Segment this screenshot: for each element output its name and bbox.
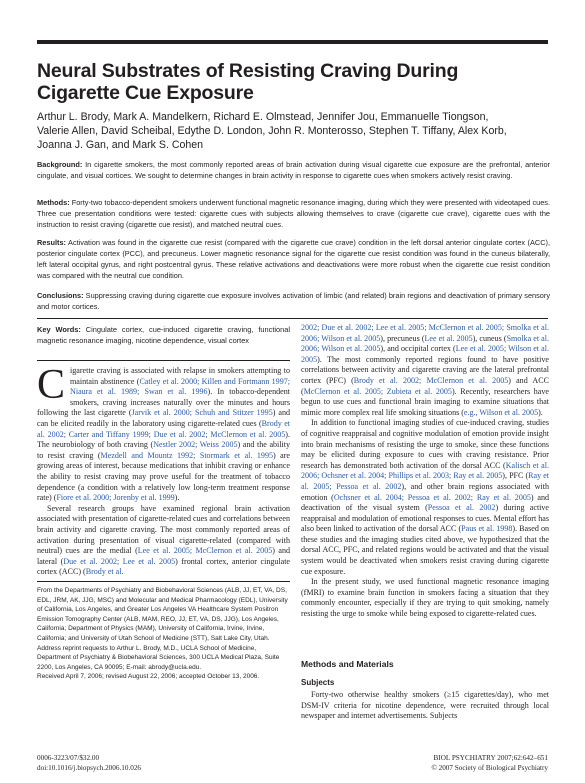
- body-text: ) frontal cortex, anterior cingulate cortex (ACC) (: [37, 556, 290, 577]
- background-label: Background:: [37, 160, 83, 169]
- address-note: Address reprint requests to Arthur L. Brody, M.D., UCLA School of Medicine, Department of Psychiatry & Biobehavioral Sciences, 300 UCLA Medical Plaza, Suite 2200, Los Angeles, CA 90095; E-mail: abrody@ucla.edu.: [37, 644, 280, 671]
- reference-link[interactable]: Smolka et al. 2006; Wilson et al. 2005: [301, 333, 549, 354]
- body-text: ) are growing areas of interest, because medications that inhibit craving or enhance the ability to resist craving may prove useful for the treatment of tobacco dependence (a condition with a relatively low long-term treatment response rate) (: [37, 450, 290, 503]
- reference-link[interactable]: Kalisch et al. 2006; Ochsner et al. 2004; Phillips et al. 2003; Ray et al. 2005: [301, 460, 549, 481]
- article-title: [37, 60, 548, 104]
- body-paragraph: [37, 504, 290, 578]
- authors-line: Valerie Allen, David Scheibal, Edythe D. London, John R. Monterosso, Stephen T. Tiffany, Alex Korb,: [37, 125, 507, 137]
- drop-cap: C: [37, 362, 66, 408]
- body-text: ), precuneus (: [380, 333, 425, 343]
- reference-link[interactable]: Ochsner et al. 2004; Pessoa et al. 2002; Ray et al. 2005: [333, 492, 531, 502]
- body-text: ), PFC (: [502, 471, 529, 481]
- body-text: ) and ACC (: [301, 375, 549, 396]
- author-list: [37, 110, 552, 152]
- abstract-background: [37, 159, 550, 181]
- keywords-label: Key Words:: [37, 325, 81, 334]
- reference-link[interactable]: Mezdell and Mountz 1992; Stormark et al. 1995: [100, 450, 273, 460]
- reference-link[interactable]: Nestler 2002; Weiss 2005: [153, 440, 238, 450]
- footer-left: [37, 754, 141, 773]
- body-text: ), and occipital cortex (: [380, 344, 456, 354]
- top-rule: [37, 40, 548, 44]
- background-text: In cigarette smokers, the most commonly reported areas of brain activation during visual cigarette cue exposure are the prefrontal, anterior cingulate, and visual cortices. We sought to determine changes in brain activity in response to cigarette cues when smokers actively resist craving.: [37, 160, 550, 180]
- subsection-heading: Subjects: [301, 678, 335, 687]
- title-line: Neural Substrates of Resisting Craving During: [37, 60, 459, 82]
- abstract-conclusions: [37, 290, 550, 312]
- footnote-rule: [37, 581, 290, 582]
- reference-link[interactable]: Fiore et al. 2000; Jorenby et al. 1999: [56, 493, 175, 503]
- body-text: In addition to functional imaging studies of cue-induced craving, studies of cognitive reappraisal and cognitive modulation of emotion provide insight into brain mechanisms of resisting the urge to smoke, since these functions may be elicited during exposure to cues with craving resistance. Prior research has demonstrated both activation of the dorsal ACC (: [301, 418, 549, 470]
- body-text: ) during active reappraisal and modulation of emotional responses to cues. Mental effort has also been linked to activation of the dorsal ACC (: [301, 503, 550, 534]
- issn-price: 0006-3223/07/$32.00: [37, 754, 100, 762]
- body-text: igarette craving is associated with relapse in smokers attempting to maintain abstinence (: [70, 366, 290, 386]
- methods-text: Forty-two tobacco-dependent smokers underwent functional magnetic resonance imaging, during which they were presented with videotaped cues. Three cue presentation conditions were tested: cigarette cues with subjects allowing themselves to crave (cigarette cue crave), cigarette cues with the instruction to resist craving (cigarette cue resist), and matched neutral cues.: [37, 198, 550, 229]
- reference-link[interactable]: Paus et al. 1998: [461, 524, 513, 534]
- intro-paragraph: [37, 362, 291, 504]
- affiliation-note: From the Departments of Psychiatry and Biobehavioral Sciences (ALB, JJ, ET, VA, DS, EDL, JRM, AK, JJG, MSC) and Molecular and Medical Pharmacology (EDL), University of California, Los Angeles, and Greater Los Angeles VA Healthcare System Positron Emission Tomography Center (ALB, MAM, REO, JJ, ET, VA, DS, JJG), Los Angeles, California; Department of Physics (MAM), University of California, Irvine, Irvine, California; and University of Utah School of Medicine (STT), Salt Lake City, Utah.: [37, 587, 288, 642]
- body-text: ). The most commonly reported regions found to have positive correlations between activity and cigarette craving are the lateral prefrontal cortex (PFC) (: [301, 354, 549, 385]
- reference-link[interactable]: Ray et al. 2005; Pessoa et al. 2002: [301, 471, 550, 491]
- body-text: Several research groups have examined regional brain activation associated with presentation of cigarette-related cues and correlations between brain activity and cigarette craving. The most commonly reported areas of activation during presentation of visual cigarette-related (compared with neutral) cues are the medial (: [37, 503, 290, 556]
- footer-right: [431, 754, 548, 773]
- reference-link[interactable]: Pessoa et al. 2002: [427, 503, 496, 513]
- conclusions-label: Conclusions:: [37, 291, 84, 300]
- body-text: ) and deactivation of the visual system (: [301, 492, 549, 513]
- body-paragraph: [301, 418, 549, 577]
- body-text: ). Based on these studies and the imaging studies cited above, we hypothesized that the dorsal ACC, PFC, and related regions would be activated and that the visual system would be deactivated when smokers resist craving during cigarette cue exposure.: [301, 524, 549, 576]
- keywords-block: [37, 325, 290, 346]
- reference-link[interactable]: McClernon et al. 2005; Zubieta et al. 2005: [303, 386, 452, 396]
- keywords-bottom-rule: [37, 360, 290, 361]
- body-column-right: [301, 323, 549, 620]
- copyright: © 2007 Society of Biological Psychiatry: [431, 763, 548, 772]
- received-note: Received April 7, 2006; revised August 22, 2006; accepted October 13, 2006.: [37, 673, 260, 681]
- reference-link[interactable]: 2002; Due et al. 2002; Lee et al. 2005; McClernon et al. 2005; Smolka et al. 2006; Wilson et al. 2005: [301, 323, 549, 343]
- reference-link[interactable]: e.g., Wilson et al. 2005: [463, 407, 539, 417]
- methods-label: Methods:: [37, 198, 70, 207]
- reference-link[interactable]: Lee et al. 2005; McClernon et al. 2005: [137, 546, 273, 556]
- reference-link[interactable]: Brody et al. 2002; Carter and Tiffany 1999; Due et al. 2002; McClernon et al. 2005: [37, 418, 291, 439]
- reference-link[interactable]: Catley et al. 2000; Killen and Fortmann 1997; Niaura et al. 1989; Swan et al. 1996: [70, 376, 290, 397]
- reference-link[interactable]: Brody et al. 2002; McClernon et al. 2005: [353, 375, 509, 385]
- abstract-methods: [37, 197, 550, 230]
- footnote-block: [37, 586, 290, 682]
- subjects-paragraph: Forty-two otherwise healthy smokers (≥15 cigarettes/day), who met DSM-IV criteria for nicotine dependence, were recruited through local newspaper and internet advertisements. Subjects: [301, 690, 549, 721]
- body-column-left: [37, 362, 291, 578]
- reference-link[interactable]: Lee et al. 2005: [424, 333, 473, 343]
- body-text: ). Recently, researchers have begun to use cues and functional brain imaging to examine situations that mimic more complex real life smoking situations (: [301, 386, 549, 417]
- reference-link[interactable]: Due et al. 2002; Lee et al. 2005: [63, 556, 176, 566]
- body-text: ), cuneus (: [472, 333, 507, 343]
- body-paragraph: [301, 323, 549, 418]
- authors-line: Arthur L. Brody, Mark A. Mandelkern, Richard E. Olmstead, Jennifer Jou, Emmanuelle Tiongson,: [37, 111, 489, 123]
- body-text: ). In tobacco-dependent smokers, craving increases naturally over the minutes and hours following the last cigarette (: [37, 387, 290, 418]
- results-label: Results:: [37, 238, 66, 247]
- results-text: Activation was found in the cigarette cue resist (compared with the cigarette cue crave) condition in the left dorsal anterior cingulate cortex (ACC), posterior cingulate cortex (PCC), and precuneus. Lower magnetic resonance signal for the cigarette cue resist condition was found in the cuneus bilaterally, left lateral occipital gyrus, and right postcentral gyrus. These relative activations and deactivations were more robust when the cigarette cue resist condition was compared with the neutral cue condition.: [37, 238, 550, 280]
- reference-link[interactable]: Lee et al. 2005; Wilson et al. 2005: [301, 344, 549, 364]
- journal-citation: BIOL PSYCHIATRY 2007;62:642–651: [433, 754, 548, 762]
- body-text: ).: [538, 407, 543, 417]
- title-line: Cigarette Cue Exposure: [37, 82, 254, 104]
- body-paragraph: In the present study, we used functional magnetic resonance imaging (fMRI) to examine brain function in smokers facing a situation that they commonly encounter, especially if they are trying to quit smoking, namely resisting the urge to smoke while being exposed to cigarette-related cues.: [301, 577, 549, 619]
- doi[interactable]: doi:10.1016/j.biopsych.2006.10.026: [37, 763, 142, 772]
- abstract-results: [37, 237, 550, 281]
- body-text: ) and the ability to resist craving (: [37, 440, 290, 460]
- body-text: ).: [174, 493, 180, 503]
- body-text: ) and lateral (: [37, 546, 291, 566]
- keywords-top-rule: [37, 318, 548, 319]
- conclusions-text: Suppressing craving during cigarette cue exposure involves activation of limbic (and related) brain regions and deactivation of primary sensory and motor cortices.: [37, 291, 550, 311]
- keywords-text: Cingulate cortex, cue-induced cigarette craving, functional magnetic resonance imaging, nicotine dependence, visual cortex: [37, 325, 290, 345]
- body-text: ), and other brain regions associated with emotion (: [301, 481, 549, 502]
- authors-line: Joanna J. Gan, and Mark S. Cohen: [37, 139, 204, 151]
- section-heading: Methods and Materials: [301, 659, 394, 669]
- reference-link[interactable]: Jarvik et al. 2000; Schuh and Stitzer 1995: [131, 408, 273, 418]
- body-text: ) and can be elicited readily in the laboratory using cigarette-related cues (: [37, 408, 290, 428]
- body-text: ). The neurobiology of both craving (: [37, 429, 290, 450]
- reference-link[interactable]: Brody et al.: [85, 567, 124, 577]
